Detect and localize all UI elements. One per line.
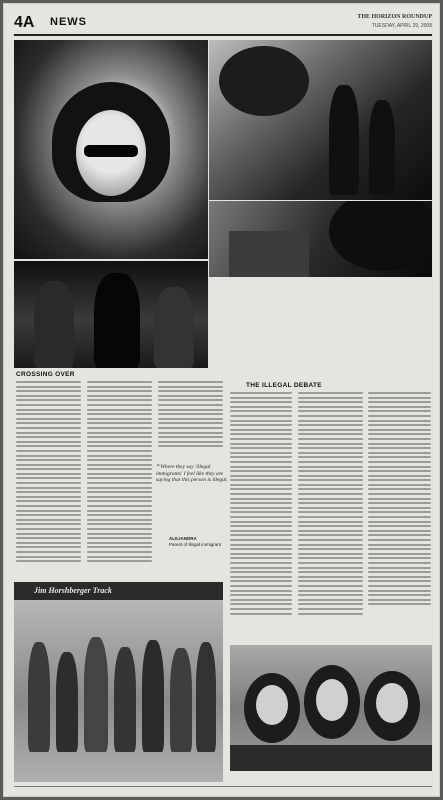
text-column xyxy=(298,392,363,617)
text-line xyxy=(87,500,152,502)
person-shape xyxy=(94,273,140,368)
text-line xyxy=(298,548,363,550)
text-line xyxy=(368,548,431,550)
text-line xyxy=(87,459,152,461)
text-line xyxy=(298,452,363,454)
text-line xyxy=(298,603,363,605)
text-line xyxy=(368,424,431,426)
text-line xyxy=(230,415,292,417)
photo-banner xyxy=(14,582,223,600)
text-line xyxy=(368,420,431,422)
text-line xyxy=(16,491,81,493)
text-line xyxy=(16,537,81,539)
text-line xyxy=(368,539,431,541)
text-line xyxy=(368,397,431,399)
text-line xyxy=(158,399,223,401)
quote-mark-icon: ❝ xyxy=(156,464,161,470)
text-line xyxy=(87,436,152,438)
text-line xyxy=(298,525,363,527)
attribution-name: ALEJANDRA xyxy=(169,536,197,541)
text-line xyxy=(230,424,292,426)
text-line xyxy=(368,599,431,601)
text-line xyxy=(87,523,152,525)
text-line xyxy=(298,484,363,486)
shoulders-shape xyxy=(230,745,432,771)
text-line xyxy=(368,466,431,468)
person-shape xyxy=(114,647,136,752)
text-line xyxy=(230,484,292,486)
text-line xyxy=(230,447,292,449)
sunglasses-shape xyxy=(84,145,138,157)
header-rule xyxy=(14,34,432,36)
person-shape xyxy=(196,642,216,752)
text-line xyxy=(87,542,152,544)
section-label: NEWS xyxy=(50,16,87,28)
page-number: 4A xyxy=(14,14,35,31)
text-line xyxy=(368,498,431,500)
person-shape xyxy=(142,640,164,752)
text-line xyxy=(298,608,363,610)
text-line xyxy=(87,427,152,429)
text-line xyxy=(368,511,431,513)
text-line xyxy=(230,603,292,605)
text-line xyxy=(230,493,292,495)
text-line xyxy=(368,562,431,564)
text-line xyxy=(298,433,363,435)
text-line xyxy=(16,500,81,502)
text-line xyxy=(87,413,152,415)
tree-shape xyxy=(329,201,432,271)
text-line xyxy=(368,530,431,532)
text-line xyxy=(16,404,81,406)
text-line xyxy=(16,386,81,388)
text-line xyxy=(87,381,152,383)
house-photo xyxy=(209,201,432,277)
group-portrait-photo xyxy=(230,645,432,771)
text-line xyxy=(368,525,431,527)
text-line xyxy=(368,557,431,559)
person-shape xyxy=(34,281,74,368)
text-line xyxy=(230,438,292,440)
text-line xyxy=(298,613,363,615)
text-line xyxy=(368,488,431,490)
text-line xyxy=(368,594,431,596)
text-line xyxy=(16,395,81,397)
text-column xyxy=(158,381,223,450)
text-line xyxy=(298,516,363,518)
text-line xyxy=(298,456,363,458)
text-line xyxy=(230,534,292,536)
text-line xyxy=(368,507,431,509)
text-line xyxy=(158,432,223,434)
text-line xyxy=(16,445,81,447)
text-line xyxy=(230,461,292,463)
text-line xyxy=(298,599,363,601)
text-line xyxy=(87,560,152,562)
text-line xyxy=(368,401,431,403)
text-line xyxy=(87,473,152,475)
text-line xyxy=(298,544,363,546)
text-line xyxy=(298,562,363,564)
text-line xyxy=(87,487,152,489)
text-line xyxy=(298,420,363,422)
text-line xyxy=(230,613,292,615)
text-line xyxy=(230,429,292,431)
text-line xyxy=(368,475,431,477)
text-line xyxy=(230,452,292,454)
issue-date: TUESDAY, APRIL 29, 2008 xyxy=(371,23,432,29)
text-line xyxy=(368,392,431,394)
text-line xyxy=(368,502,431,504)
text-line xyxy=(230,571,292,573)
masthead: THE HORIZON ROUNDUP xyxy=(357,14,432,20)
text-line xyxy=(230,548,292,550)
text-line xyxy=(368,516,431,518)
text-line xyxy=(368,590,431,592)
text-line xyxy=(368,415,431,417)
text-line xyxy=(16,556,81,558)
text-line xyxy=(230,557,292,559)
text-line xyxy=(298,438,363,440)
story-kicker-left: CROSSING OVER xyxy=(16,371,75,378)
text-line xyxy=(298,397,363,399)
person-shape xyxy=(329,85,359,195)
text-line xyxy=(298,488,363,490)
text-line xyxy=(87,514,152,516)
text-line xyxy=(158,418,223,420)
text-line xyxy=(230,525,292,527)
text-line xyxy=(230,397,292,399)
crowd-photo xyxy=(14,261,208,368)
text-line xyxy=(230,392,292,394)
newspaper-page xyxy=(4,4,439,796)
text-line xyxy=(368,470,431,472)
text-line xyxy=(230,585,292,587)
text-line xyxy=(16,450,81,452)
text-line xyxy=(158,390,223,392)
face-shape xyxy=(316,679,348,721)
text-line xyxy=(368,553,431,555)
text-line xyxy=(87,445,152,447)
text-line xyxy=(298,534,363,536)
text-line xyxy=(87,418,152,420)
text-line xyxy=(16,510,81,512)
text-line xyxy=(16,459,81,461)
text-line xyxy=(368,585,431,587)
text-line xyxy=(230,433,292,435)
text-line xyxy=(87,546,152,548)
text-line xyxy=(158,381,223,383)
text-column xyxy=(230,392,292,617)
text-line xyxy=(368,534,431,536)
text-line xyxy=(16,473,81,475)
text-line xyxy=(87,533,152,535)
text-line xyxy=(16,422,81,424)
text-line xyxy=(87,390,152,392)
text-line xyxy=(368,580,431,582)
text-line xyxy=(368,603,431,605)
text-line xyxy=(368,544,431,546)
text-line xyxy=(230,576,292,578)
person-shape xyxy=(56,652,78,752)
text-line xyxy=(16,542,81,544)
text-line xyxy=(16,399,81,401)
text-line xyxy=(158,436,223,438)
text-line xyxy=(230,406,292,408)
text-line xyxy=(87,519,152,521)
text-line xyxy=(230,443,292,445)
person-shape xyxy=(170,648,192,752)
track-team-photo xyxy=(14,582,223,782)
face-shape xyxy=(376,683,408,723)
text-line xyxy=(298,493,363,495)
text-line xyxy=(87,386,152,388)
text-line xyxy=(368,456,431,458)
text-column xyxy=(368,392,431,608)
text-line xyxy=(298,498,363,500)
text-line xyxy=(298,567,363,569)
text-line xyxy=(230,470,292,472)
text-line xyxy=(298,507,363,509)
text-line xyxy=(87,477,152,479)
text-line xyxy=(298,424,363,426)
text-line xyxy=(16,441,81,443)
text-line xyxy=(230,580,292,582)
text-line xyxy=(230,401,292,403)
text-line xyxy=(368,493,431,495)
pull-quote-attribution xyxy=(169,536,225,547)
text-line xyxy=(16,482,81,484)
text-line xyxy=(298,401,363,403)
face-shape xyxy=(256,685,288,725)
text-line xyxy=(298,470,363,472)
text-line xyxy=(158,395,223,397)
text-line xyxy=(368,433,431,435)
street-photo xyxy=(209,40,432,200)
text-line xyxy=(16,413,81,415)
text-line xyxy=(230,498,292,500)
text-line xyxy=(158,427,223,429)
text-line xyxy=(368,484,431,486)
text-line xyxy=(230,502,292,504)
text-line xyxy=(298,530,363,532)
text-line xyxy=(368,567,431,569)
text-line xyxy=(368,443,431,445)
text-line xyxy=(87,395,152,397)
text-line xyxy=(298,466,363,468)
text-line xyxy=(230,599,292,601)
text-line xyxy=(230,420,292,422)
text-line xyxy=(230,488,292,490)
text-line xyxy=(16,381,81,383)
text-line xyxy=(230,590,292,592)
text-line xyxy=(16,427,81,429)
text-line xyxy=(298,502,363,504)
text-line xyxy=(16,409,81,411)
text-line xyxy=(230,530,292,532)
text-line xyxy=(87,537,152,539)
text-line xyxy=(298,576,363,578)
text-line xyxy=(16,560,81,562)
text-line xyxy=(298,392,363,394)
text-line xyxy=(298,557,363,559)
text-line xyxy=(87,399,152,401)
text-line xyxy=(230,507,292,509)
person-shape xyxy=(369,100,395,195)
portrait-photo xyxy=(14,40,208,259)
text-line xyxy=(230,516,292,518)
story-kicker-right: THE ILLEGAL DEBATE xyxy=(246,382,322,389)
text-line xyxy=(368,447,431,449)
attribution-role: Parent of illegal immigrant xyxy=(169,541,222,547)
text-column xyxy=(87,381,152,565)
text-line xyxy=(87,505,152,507)
text-line xyxy=(298,594,363,596)
text-line xyxy=(158,441,223,443)
text-line xyxy=(368,521,431,523)
photo-banner-text: Jim Horshberger Track xyxy=(34,586,112,595)
text-line xyxy=(368,576,431,578)
text-line xyxy=(230,521,292,523)
text-line xyxy=(16,546,81,548)
pull-quote xyxy=(156,464,228,484)
text-line xyxy=(158,409,223,411)
text-line xyxy=(368,429,431,431)
text-line xyxy=(87,422,152,424)
text-line xyxy=(87,496,152,498)
text-line xyxy=(230,539,292,541)
text-line xyxy=(87,409,152,411)
text-line xyxy=(87,464,152,466)
text-line xyxy=(230,608,292,610)
text-line xyxy=(87,528,152,530)
footer-rule xyxy=(14,786,432,787)
text-line xyxy=(16,519,81,521)
text-line xyxy=(230,594,292,596)
text-line xyxy=(368,571,431,573)
text-line xyxy=(158,386,223,388)
text-line xyxy=(16,505,81,507)
text-line xyxy=(87,556,152,558)
text-line xyxy=(16,551,81,553)
text-line xyxy=(368,452,431,454)
text-line xyxy=(87,441,152,443)
text-line xyxy=(298,553,363,555)
text-line xyxy=(230,562,292,564)
text-line xyxy=(158,413,223,415)
text-line xyxy=(230,511,292,513)
text-line xyxy=(87,491,152,493)
text-line xyxy=(298,539,363,541)
text-line xyxy=(16,436,81,438)
text-line xyxy=(87,482,152,484)
text-line xyxy=(230,456,292,458)
text-column xyxy=(16,381,81,565)
text-line xyxy=(298,443,363,445)
text-line xyxy=(298,580,363,582)
text-line xyxy=(298,479,363,481)
text-line xyxy=(16,533,81,535)
text-line xyxy=(230,553,292,555)
text-line xyxy=(298,585,363,587)
text-line xyxy=(87,468,152,470)
text-line xyxy=(298,429,363,431)
text-line xyxy=(158,404,223,406)
text-line xyxy=(298,415,363,417)
text-line xyxy=(87,510,152,512)
text-line xyxy=(298,590,363,592)
text-line xyxy=(298,475,363,477)
text-line xyxy=(368,479,431,481)
text-line xyxy=(230,475,292,477)
text-line xyxy=(298,521,363,523)
text-line xyxy=(368,410,431,412)
text-line xyxy=(87,455,152,457)
text-line xyxy=(87,551,152,553)
person-shape xyxy=(154,287,194,368)
text-line xyxy=(230,567,292,569)
text-line xyxy=(230,466,292,468)
text-line xyxy=(16,418,81,420)
text-line xyxy=(298,461,363,463)
text-line xyxy=(16,523,81,525)
text-line xyxy=(368,406,431,408)
text-line xyxy=(230,410,292,412)
text-line xyxy=(16,432,81,434)
tree-shape xyxy=(219,46,309,116)
text-line xyxy=(230,544,292,546)
text-line xyxy=(87,432,152,434)
text-line xyxy=(158,422,223,424)
text-line xyxy=(16,455,81,457)
text-line xyxy=(16,468,81,470)
text-line xyxy=(16,528,81,530)
text-line xyxy=(16,514,81,516)
text-line xyxy=(368,438,431,440)
text-line xyxy=(16,390,81,392)
text-line xyxy=(298,571,363,573)
text-line xyxy=(16,464,81,466)
text-line xyxy=(87,450,152,452)
text-line xyxy=(16,487,81,489)
house-shape xyxy=(229,231,309,277)
text-line xyxy=(368,461,431,463)
person-shape xyxy=(28,642,50,752)
text-line xyxy=(298,410,363,412)
text-line xyxy=(16,477,81,479)
text-line xyxy=(298,406,363,408)
person-shape xyxy=(84,637,108,752)
text-line xyxy=(298,447,363,449)
text-line xyxy=(230,479,292,481)
text-line xyxy=(87,404,152,406)
text-line xyxy=(158,445,223,447)
pull-quote-text: Where they say 'illegal immigrants' I feel like they are saying that this person is illegal. xyxy=(156,464,228,483)
text-line xyxy=(16,496,81,498)
text-line xyxy=(298,511,363,513)
